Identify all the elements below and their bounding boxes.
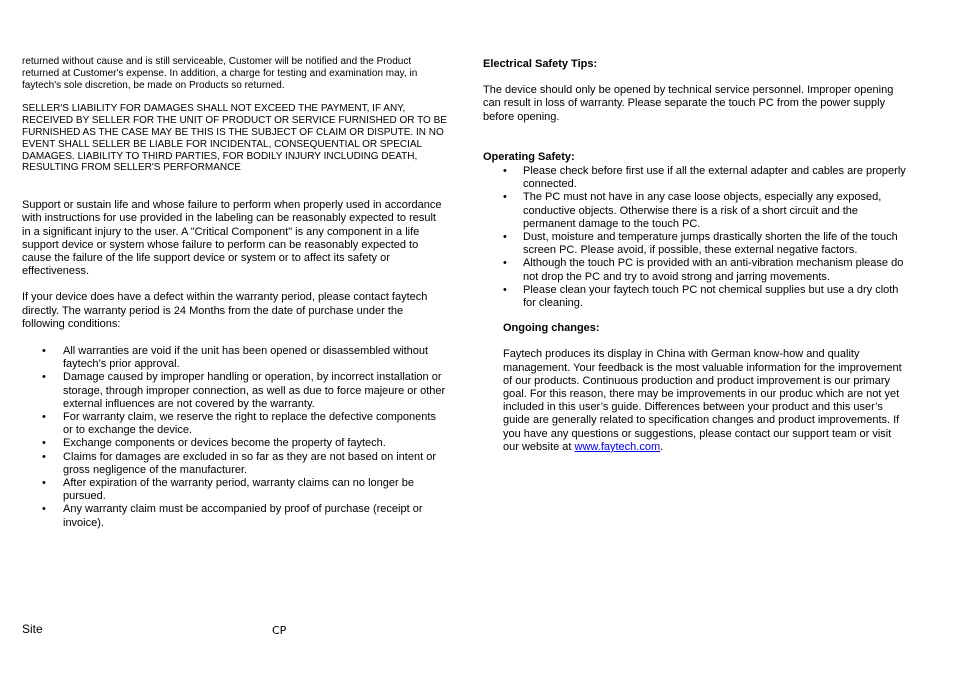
list-item-text: All warranties are void if the unit has been opened or disassembled without faytech’s prior approval. <box>63 345 429 371</box>
list-item-text: Claims for damages are excluded in so far as they are not based on intent or gross negligence of the manufacturer. <box>63 450 436 476</box>
bullet-icon: • <box>42 450 46 463</box>
list-item <box>483 257 908 283</box>
bullet-icon: • <box>503 231 507 244</box>
bullet-icon: • <box>42 371 46 384</box>
list-item <box>483 284 908 310</box>
list-item <box>22 437 447 450</box>
bullet-icon: • <box>42 503 46 516</box>
list-item <box>22 411 447 437</box>
operating-safety-list <box>483 165 908 310</box>
bullet-icon: • <box>42 411 46 424</box>
list-item <box>22 345 447 371</box>
footer-site-label: Site <box>22 622 43 636</box>
list-item <box>483 231 908 257</box>
ongoing-changes-text <box>503 348 908 454</box>
bullet-icon: • <box>42 477 46 490</box>
liability-paragraph: SELLER'S LIABILITY FOR DAMAGES SHALL NOT EXCEED THE PAYMENT, IF ANY, RECEIVED BY SELLER FOR THE UNIT OF PRODUCT OR SERVICE FURNISHED OR TO BE FURNISHED AS THE CASE MAY BE THIS IS THE SUBJECT OF CLAIM OR DISPUTE. IN NO EVENT SHALL SELLER BE LIABLE FOR INCIDENTAL, CONSEQUENTIAL OR SPECIAL DAMAGES. LIABILITY TO THIRD PARTIES, FOR BODILY INJURY INCLUDING DEATH, RESULTING FROM SELLER'S PERFORMANCE <box>22 103 447 174</box>
list-item-text: Please check before first use if all the external adapter and cables are properly connected. <box>523 165 906 191</box>
website-link[interactable]: www.faytech.com <box>574 440 661 453</box>
right-column <box>483 58 908 454</box>
left-column <box>22 56 447 530</box>
list-item-text: After expiration of the warranty period, warranty claims can no longer be pursued. <box>63 477 414 503</box>
bullet-icon: • <box>503 283 507 296</box>
list-item-text: Exchange components or devices become the property of faytech. <box>63 437 386 450</box>
list-item <box>483 191 908 231</box>
bullet-icon: • <box>42 345 46 357</box>
list-item-text: Although the touch PC is provided with an anti-vibration mechanism please do not drop the PC and try to avoid strong and jarring movements. <box>523 257 904 283</box>
list-item <box>22 503 447 529</box>
warranty-intro-paragraph: If your device does have a defect within the warranty period, please contact faytech directly. The warranty period is 24 Months from the date of purchase under the following conditions: <box>22 291 428 330</box>
list-item-text: Any warranty claim must be accompanied by proof of purchase (receipt or invoice). <box>63 503 423 529</box>
bullet-icon: • <box>503 165 507 178</box>
life-support-paragraph: Support or sustain life and whose failure to perform when properly used in accordance with instructions for use provided in the labeling can be reasonably expected to result in a significant injury to the user. A "Critical Component" is any component in a life support device or system whose failure to perform can be reasonably expected to cause the failure of the life support device or system or to affect its safety or effectiveness. <box>22 199 442 278</box>
list-item-text: For warranty claim, we reserve the right to replace the defective components or to exchange the device. <box>63 411 436 437</box>
list-item <box>483 165 908 191</box>
list-item-text: The PC must not have in any case loose objects, especially any exposed, conductive objects. Otherwise there is a risk of a short circuit and the permanent damage to the touch PC. <box>523 191 882 230</box>
warranty-conditions-list <box>22 345 447 530</box>
list-item-text: Dust, moisture and temperature jumps drastically shorten the life of the touch screen PC. Please avoid, if possible, these external negative factors. <box>523 231 898 257</box>
bullet-icon: • <box>503 257 507 270</box>
bullet-icon: • <box>503 191 507 204</box>
operating-safety-heading: Operating Safety: <box>483 150 575 163</box>
electrical-safety-heading: Electrical Safety Tips: <box>483 58 598 70</box>
electrical-safety-text: The device should only be opened by technical service personnel. Improper opening can result in loss of warranty. Please separate the touch PC from the power supply before opening. <box>483 84 894 123</box>
list-item <box>22 451 447 477</box>
ongoing-changes-body: Faytech produces its display in China with German know-how and quality management. Your feedback is the most valuable information for the improvement of our products. Continuous production and product improvement is our primary goal. For this reason, there may be improvements in our produc which are not yet included in this user’s guide. Differences between your product and this user’s guide are generally related to specification changes and product improvements. If you have any questions or suggestions, please contact our support team or visit our website at <box>503 348 902 453</box>
list-item-text: Please clean your faytech touch PC not chemical supplies but use a dry cloth for cleaning. <box>523 283 899 310</box>
footer-cp-label: CP <box>272 624 287 637</box>
list-item <box>22 371 447 411</box>
warranty-return-paragraph: returned without cause and is still serviceable, Customer will be notified and the Product returned at Customer's expense. In addition, a charge for testing and examination may, in faytech's sole discretion, be made on Products so returned. <box>22 56 418 91</box>
bullet-icon: • <box>42 437 46 450</box>
ongoing-changes-heading: Ongoing changes: <box>503 322 600 335</box>
list-item <box>22 477 447 503</box>
list-item-text: Damage caused by improper handling or operation, by incorrect installation or storage, through improper connection, as well as due to force majeure or other external influences are not covered by the warranty. <box>63 371 446 410</box>
ongoing-changes-period: . <box>660 440 664 453</box>
